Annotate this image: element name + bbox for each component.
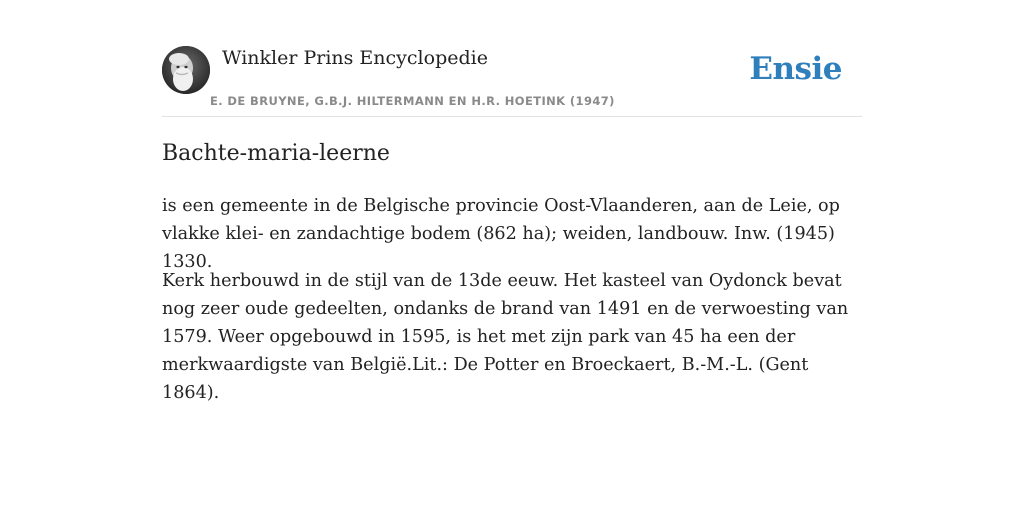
entry-title: Bachte-maria-leerne (162, 141, 390, 166)
book-header (162, 0, 862, 117)
entry-paragraph-2: Kerk herbouwd in de stijl van de 13de eeuw. Het kasteel van Oydonck bevat nog zeer oude gedeelten, ondanks de brand van 1491 en de verwoesting van 1579. Weer opgebouwd in 1595, is het met zijn park van 45 ha een der merkwaardigste van België.Lit.: De Potter en Broeckaert, B.-M.-L. (Gent 1864). (162, 271, 849, 403)
author-portrait-icon (162, 46, 210, 94)
page-content (162, 0, 862, 403)
ensie-logo-link[interactable]: Ensie (749, 51, 842, 87)
entry-paragraph-1: is een gemeente in de Belgische provincie Oost-Vlaanderen, aan de Leie, op vlakke klei- en zandachtige bodem (862 ha); weiden, landbouw. Inw. (1945) 1330. (162, 196, 840, 272)
book-title[interactable]: Winkler Prins Encyclopedie (222, 47, 488, 69)
book-authors: E. DE BRUYNE, G.B.J. HILTERMANN EN H.R. HOETINK (1947) (210, 94, 615, 108)
author-avatar[interactable] (162, 46, 210, 94)
